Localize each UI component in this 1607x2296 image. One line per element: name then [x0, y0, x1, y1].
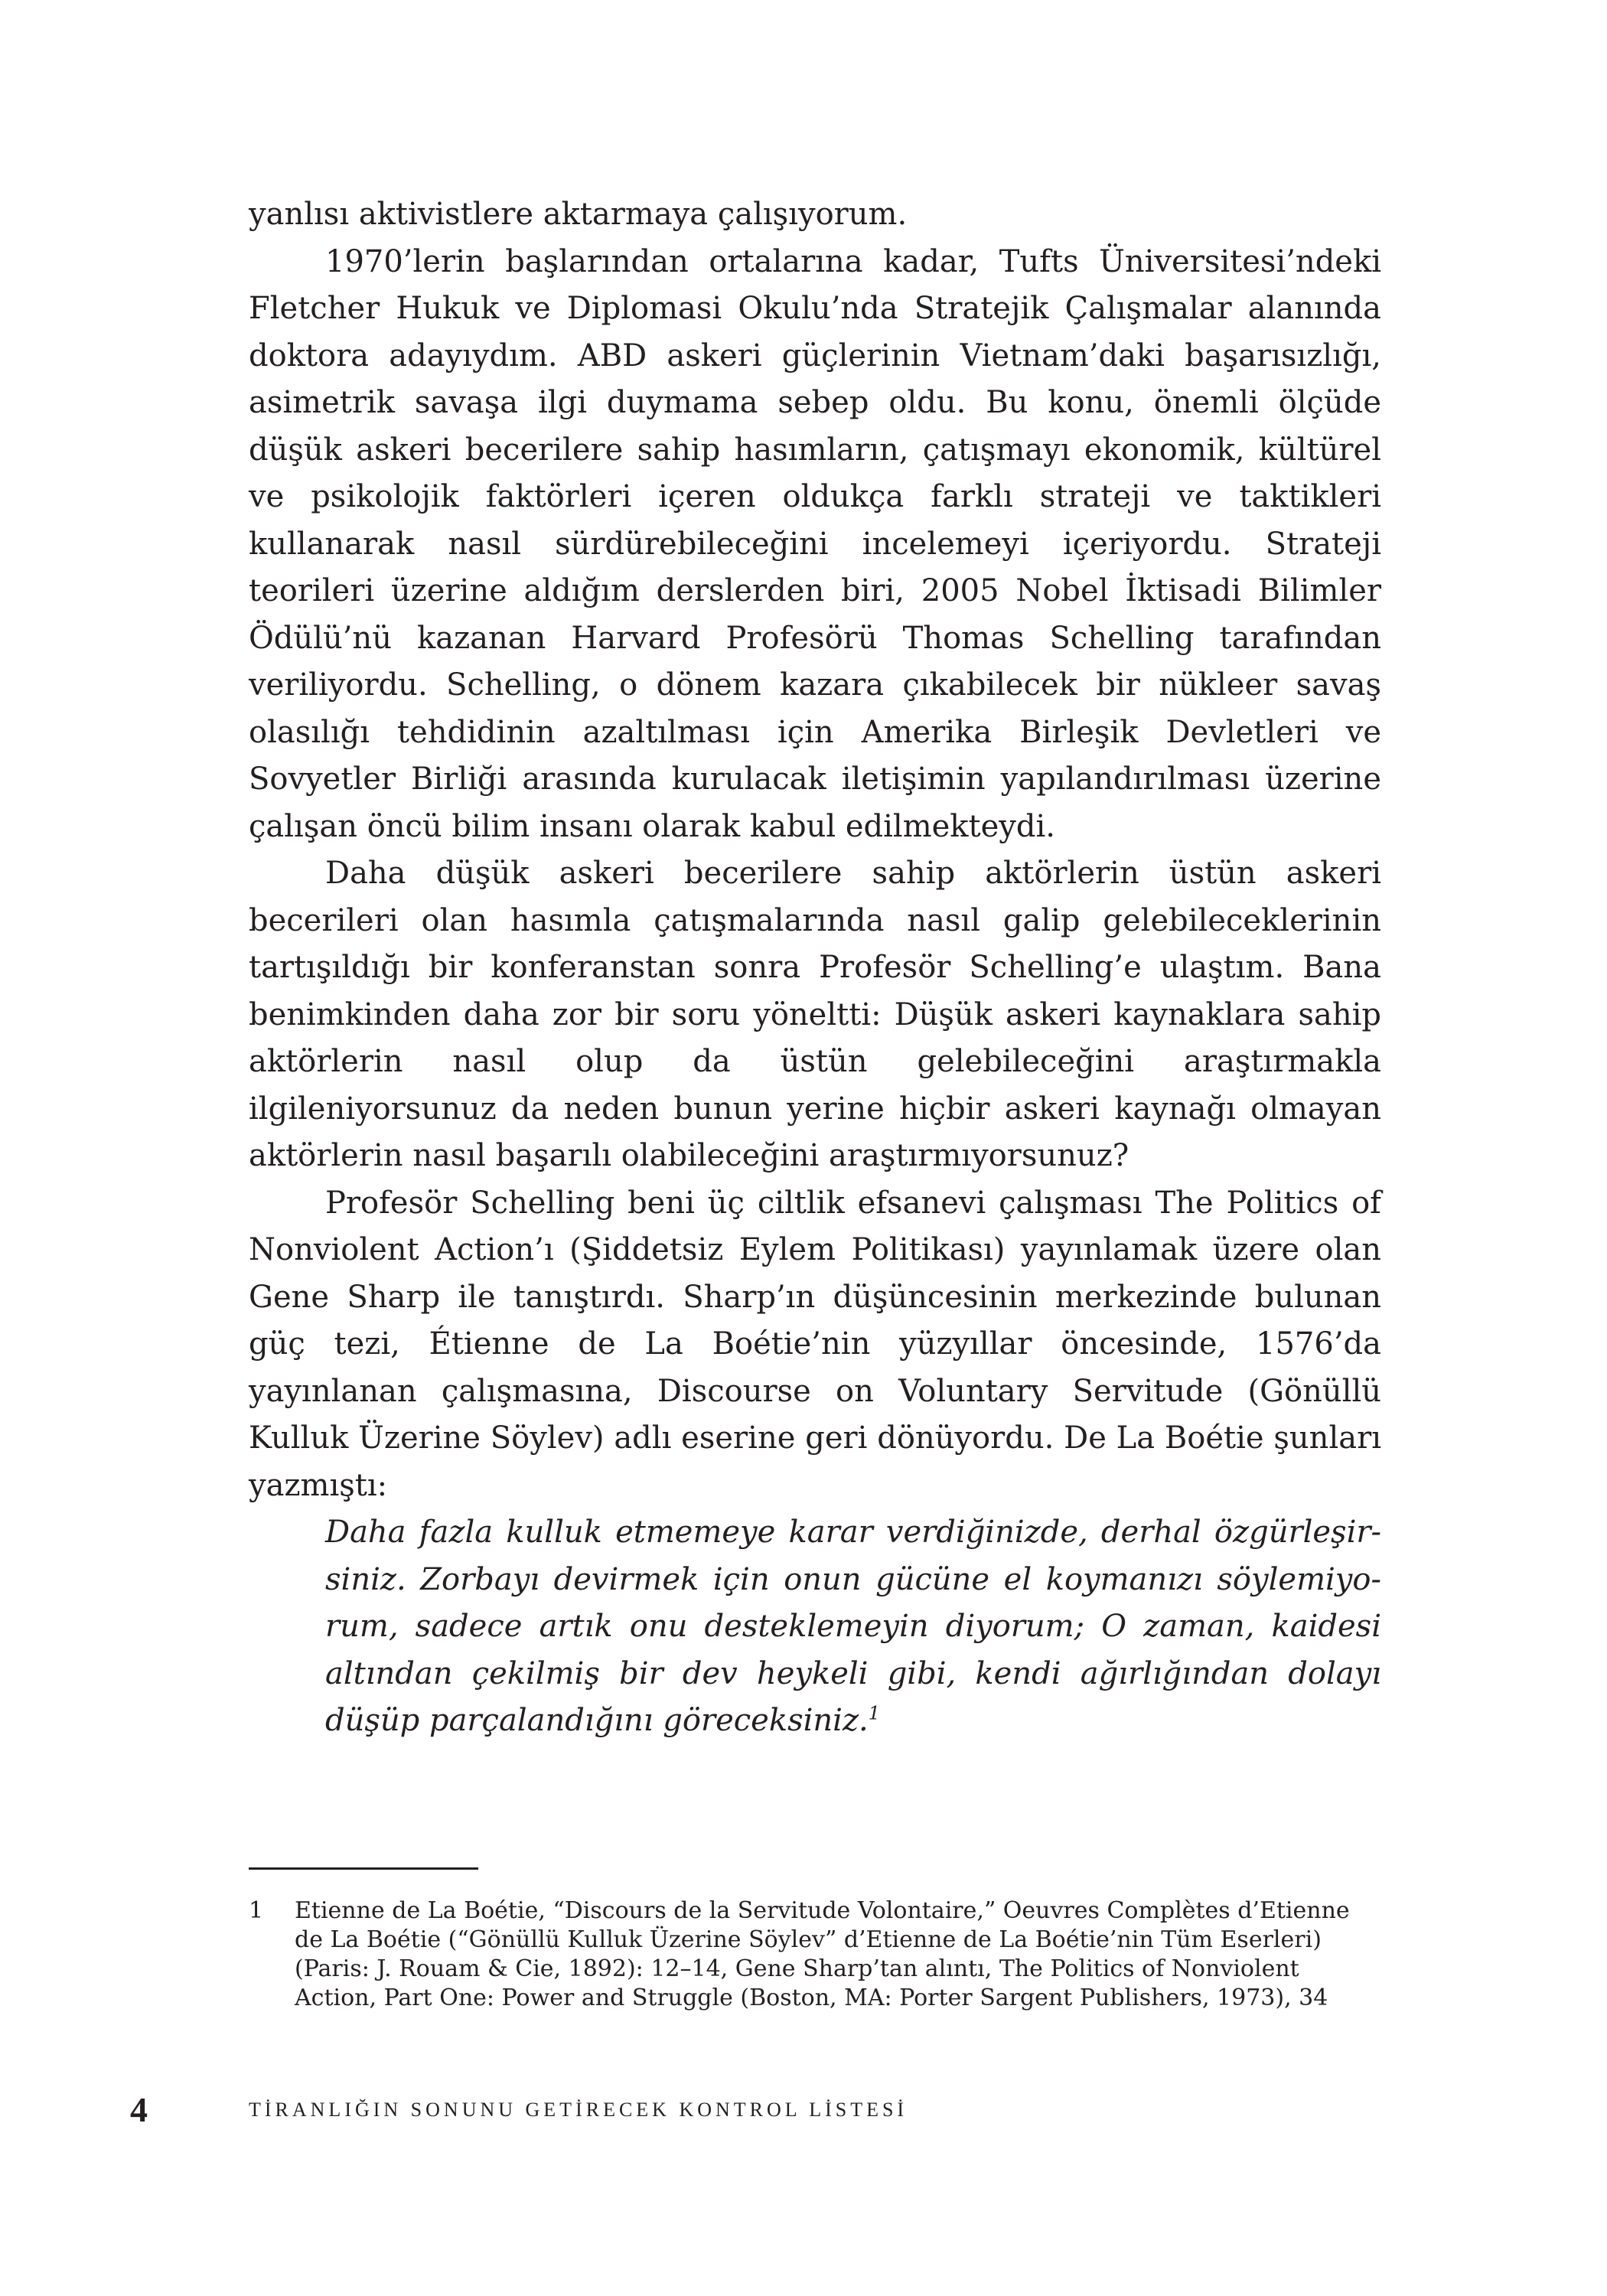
paragraph-doctoral-studies: 1970’lerin başlarından ortalarına kadar, Tufts Üniversitesi’ndeki Fletcher Hukuk ve Diplomasi Okulu’nda Stratejik Çalışmalar alanında doktora adayıydım. ABD askeri güçlerinin Vietnam’daki başarısızlığı, asimetrik savaşa ilgi duymama sebep oldu. Bu konu, önemli ölçüde düşük askeri becerilere sahip hasımların, çatışmayı ekonomik, kültürel ve psikolojik faktörleri içeren oldukça farklı strateji ve taktikleri kullanarak nasıl sürdürebileceğini incelemeyi içeriyordu. Strateji teorileri üzerine aldığım derslerden biri, 2005 Nobel İktisadi Bilimler Ödülü’nü kazanan Harvard Profesörü Thomas Schelling tarafından veriliyordu. Schelling, o dönem kazara çıkabilecek bir nükleer savaş olasılığı tehdidinin azaltılması için Amerika Birleşik Devletleri ve Sovyetler Birliği arasında kurulacak iletişimin yapılandırılması üzerine çalışan öncü bilim insanı olarak kabul edilmekteydi.	[249, 243, 1381, 844]
footnote-number: 1	[249, 1897, 264, 1924]
footnote	[249, 1896, 1381, 2013]
paragraph-schelling-question: Daha düşük askeri becerilere sahip aktörlerin üstün askeri becerileri olan hasımla çatışmalarında nasıl galip gelebileceklerinin tartışıldığı bir konferanstan sonra Profesör Schelling’e ulaştım. Bana benimkinden daha zor bir soru yöneltti: Düşük askeri kaynaklara sahip aktörlerin nasıl olup da üstün gelebileceğini araştırmakla ilgileniyorsunuz da neden bunun yerine hiçbir askeri kaynağı olmayan aktörlerin nasıl başarılı olabileceğini araştırmıyorsunuz?	[249, 856, 1381, 1173]
running-head: TİRANLIĞIN SONUNU GETİRECEK KONTROL LİSTESİ	[249, 2099, 908, 2121]
footnote-text: Etienne de La Boétie, “Discours de la Servitude Volontaire,” Oeuvres Complètes d’Etienne de La Boétie (“Gönüllü Kulluk Üzerine Söylev” d’Etienne de La Boétie’nin Tüm Eserleri) (Paris: J. Rouam & Cie, 1892): 12–14, Gene Sharp’tan alıntı, The Politics of Nonviolent Action, Part One: Power and Struggle (Boston, MA: Porter Sargent Publishers, 1973), 34	[295, 1897, 1350, 2011]
page-number: 4	[130, 2090, 148, 2129]
footnote-separator	[249, 1867, 478, 1870]
quote-text: Daha fazla kulluk etmemeye karar verdiğinizde, derhal özgürleşirsiniz. Zorbayı devirmek için onun gücüne el koymanızı söylemiyorum, sadece artık onu desteklemeyin diyorum; O zaman, kaidesi altından çekilmiş bir dev heykeli gibi, kendi ağırlığından dolayı düşüp parçalandığını göreceksiniz.	[325, 1515, 1381, 1738]
block-quote	[249, 1509, 1381, 1745]
body-text	[249, 191, 1381, 1745]
footnote-reference: 1	[868, 1702, 881, 1724]
paragraph-continuation: yanlısı aktivistlere aktarmaya çalışıyorum.	[249, 197, 908, 232]
paragraph-gene-sharp: Profesör Schelling beni üç ciltlik efsanevi çalışması The Politics of Nonviolent Action’ı (Şiddetsiz Eylem Politikası) yayınlamak üzere olan Gene Sharp ile tanıştırdı. Sharp’ın düşüncesinin merkezinde bulunan güç tezi, Étienne de La Boétie’nin yüzyıllar öncesinde, 1576’da yayınlanan çalışmasına, Discourse on Voluntary Servitude (Gönüllü Kulluk Üzerine Söylev) adlı eserine geri dönüyordu. De La Boétie şunları yazmıştı:	[249, 1185, 1381, 1503]
